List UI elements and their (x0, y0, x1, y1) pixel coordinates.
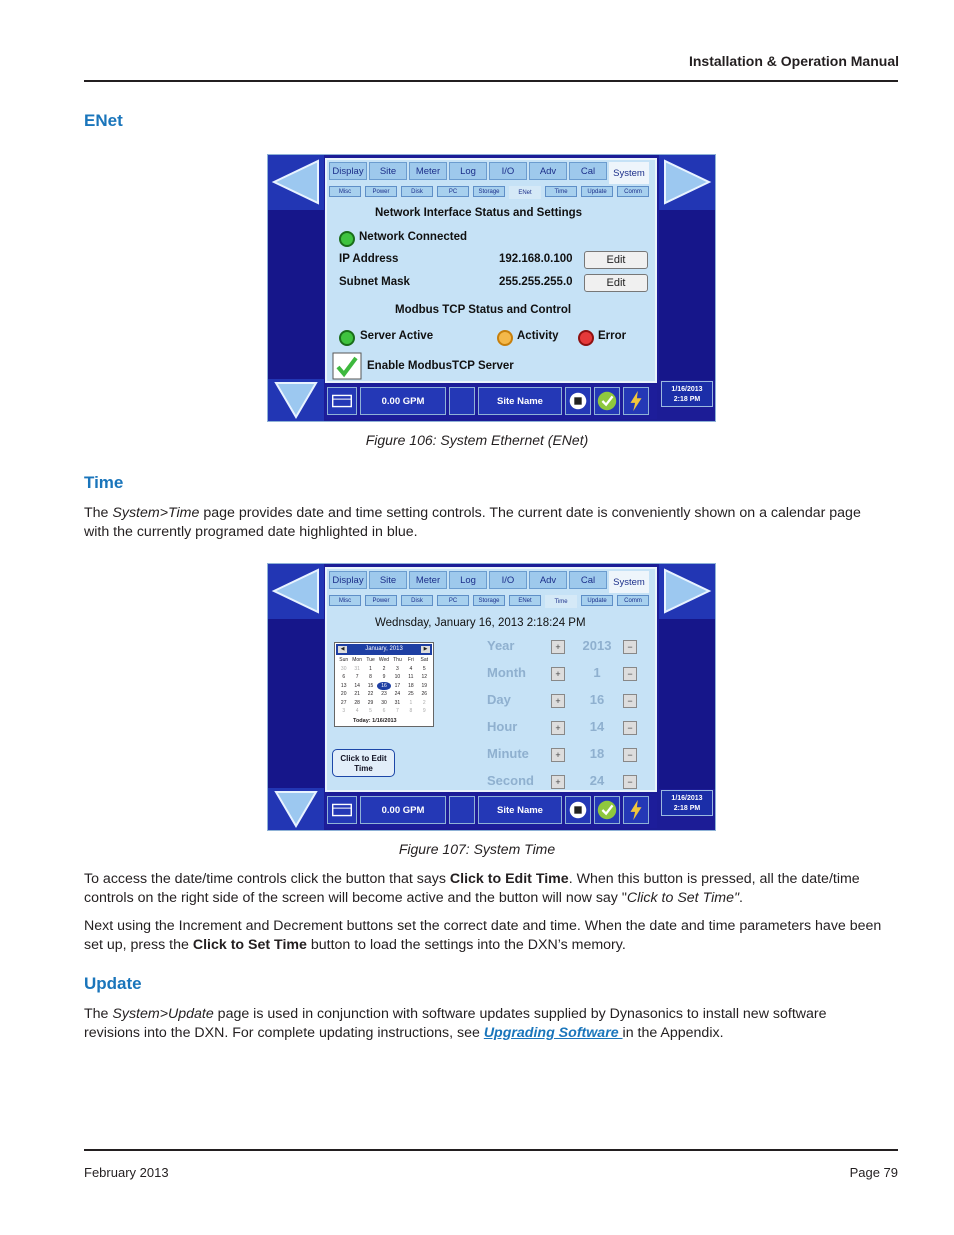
down-arrow-icon[interactable] (268, 788, 324, 830)
tab-cal[interactable]: Cal (569, 571, 607, 589)
calendar-header (336, 644, 432, 655)
calendar-day[interactable]: 1 (409, 699, 413, 706)
modbus-title: Modbus TCP Status and Control (395, 304, 572, 316)
flow-rate-display: 0.00 GPM (360, 387, 446, 415)
subtab-storage[interactable]: Storage (473, 186, 505, 197)
display-mode-icon[interactable] (327, 796, 357, 824)
calendar-weekday: Fri (407, 657, 414, 663)
ok-check-icon[interactable] (594, 387, 620, 415)
increment-icon[interactable]: + (551, 775, 565, 789)
right-side-panel (659, 210, 715, 380)
subtab-comm[interactable]: Comm (617, 595, 649, 606)
stop-icon[interactable] (565, 796, 591, 824)
subtab-update[interactable]: Update (581, 595, 613, 606)
left-arrow-icon[interactable] (268, 155, 324, 210)
calendar-month-label: January, 2013 (365, 646, 403, 652)
power-lightning-icon[interactable] (623, 796, 649, 824)
flow-rate-display: 0.00 GPM (360, 796, 446, 824)
network-connected-indicator-icon (339, 231, 355, 247)
tab-system[interactable]: System (609, 162, 649, 184)
calendar-weekday: Thu (393, 657, 402, 663)
increment-icon[interactable]: + (551, 721, 565, 735)
enet-panel (325, 158, 657, 383)
error-indicator-icon (578, 330, 594, 346)
status-bar (325, 794, 657, 828)
enet-screen (267, 154, 716, 422)
calendar-day[interactable]: 30 (381, 699, 387, 706)
tab-cal[interactable]: Cal (569, 162, 607, 180)
subtab-time[interactable]: Time (545, 595, 577, 608)
edit-mask-button[interactable]: Edit (584, 274, 648, 292)
calendar-prev-icon[interactable]: ◀ (338, 646, 347, 653)
subnet-mask-label: Subnet Mask (339, 276, 410, 288)
tab-adv[interactable]: Adv (529, 571, 567, 589)
error-label: Error (598, 330, 627, 342)
decrement-icon[interactable]: − (623, 640, 637, 654)
increment-icon[interactable]: + (551, 748, 565, 762)
time-field-value: 18 (589, 746, 605, 761)
server-active-indicator-icon (339, 330, 355, 346)
calendar-day[interactable]: 2 (422, 699, 426, 706)
calendar-weekday: Wed (378, 657, 390, 663)
update-paragraph: The System>Update page is used in conjunction with software updates supplied by Dynasonics to install new software revisions into the DXN. For complete updating instructions, see Upgrading Software in the Appendix. (84, 1006, 827, 1041)
calendar-day[interactable]: 3 (396, 665, 399, 672)
calendar-day[interactable]: 30 (340, 665, 347, 672)
decrement-icon[interactable]: − (623, 694, 637, 708)
subnet-mask-value: 255.255.255.0 (499, 276, 573, 288)
edit-ip-button[interactable]: Edit (584, 251, 648, 269)
time-field-value: 16 (589, 692, 605, 707)
calendar-day[interactable]: 29 (367, 699, 374, 706)
footer-date: February 2013 (84, 1165, 169, 1180)
calendar-day[interactable]: 5 (369, 708, 372, 714)
header-rule (84, 80, 898, 82)
time-field-value: 24 (589, 773, 605, 788)
subtab-power[interactable]: Power (365, 186, 397, 197)
ip-address-value: 192.168.0.100 (499, 253, 573, 265)
activity-label: Activity (517, 330, 559, 342)
calendar-next-icon[interactable]: ▶ (421, 646, 430, 653)
right-arrow-icon[interactable] (659, 155, 715, 210)
subtab-power[interactable]: Power (365, 595, 397, 606)
tab-io[interactable]: I/O (489, 571, 527, 589)
calendar-day[interactable]: 31 (354, 665, 360, 672)
calendar-day[interactable]: 3 (342, 708, 346, 714)
tab-display[interactable]: Display (329, 162, 367, 180)
tab-log[interactable]: Log (449, 571, 487, 589)
tab-adv[interactable]: Adv (529, 162, 567, 180)
tab-site[interactable]: Site (369, 162, 407, 180)
calendar-day[interactable]: 7 (396, 708, 399, 714)
time-paragraph-1: The System>Time page provides date and time setting controls. The current date is conveniently shown on a calendar page with the currently programed date highlighted in blue. (84, 505, 861, 540)
datetime-display: 1/16/2013 2:18 PM (661, 790, 713, 816)
time-field-label: Hour (487, 719, 518, 734)
calendar-day[interactable]: 17 (394, 682, 401, 689)
calendar-day[interactable]: 14 (354, 682, 360, 689)
tab-meter[interactable]: Meter (409, 162, 447, 180)
calendar-day[interactable]: 19 (421, 682, 428, 689)
section-heading-time: Time (84, 473, 124, 492)
calendar-day[interactable]: 4 (355, 708, 359, 714)
tab-system[interactable]: System (609, 571, 649, 593)
subtab-storage[interactable]: Storage (473, 595, 505, 606)
increment-icon[interactable]: + (551, 640, 565, 654)
tab-meter[interactable]: Meter (409, 571, 447, 589)
time-field-label: Year (487, 638, 515, 653)
ok-check-icon[interactable] (594, 796, 620, 824)
calendar-day[interactable]: 9 (422, 708, 426, 714)
subtab-disk[interactable]: Disk (401, 595, 433, 606)
calendar-day[interactable]: 5 (422, 665, 426, 672)
tab-site[interactable]: Site (369, 571, 407, 589)
calendar-day[interactable]: 8 (409, 708, 413, 714)
subtab-enet[interactable]: ENet (509, 595, 541, 606)
tab-log[interactable]: Log (449, 162, 487, 180)
click-to-edit-time-button[interactable]: Click to Edit Time (332, 749, 395, 777)
time-field-label: Month (487, 665, 526, 680)
calendar-day[interactable]: 7 (355, 674, 359, 680)
calendar-day[interactable]: 1 (369, 665, 372, 672)
calendar-day[interactable]: 31 (394, 699, 401, 706)
calendar-day[interactable]: 2 (382, 665, 386, 672)
ip-address-label: IP Address (339, 253, 399, 265)
datetime-display: 1/16/2013 2:18 PM (661, 381, 713, 407)
calendar-day[interactable]: 12 (421, 674, 428, 680)
left-side-panel (268, 619, 324, 789)
blank-cell (449, 387, 475, 415)
time-panel (325, 567, 657, 792)
subtab-disk[interactable]: Disk (401, 186, 433, 197)
right-arrow-icon[interactable] (659, 564, 715, 619)
server-active-label: Server Active (360, 330, 434, 342)
time-paragraph-3: Next using the Increment and Decrement buttons set the correct date and time. When the date and time parameters have been set up, press the Click to Set Time button to load the settings into the DXN’s memory. (84, 918, 882, 953)
figure-107-caption: Figure 107: System Time (398, 841, 556, 857)
tab-display[interactable]: Display (329, 571, 367, 589)
footer-rule (84, 1149, 898, 1151)
calendar-day[interactable]: 28 (354, 699, 360, 706)
time-field-value: 1 (593, 665, 601, 680)
increment-icon[interactable]: + (551, 667, 565, 681)
calendar-day[interactable]: 8 (369, 674, 372, 680)
decrement-icon[interactable]: − (623, 667, 637, 681)
activity-indicator-icon (497, 330, 513, 346)
site-name-display: Site Name (478, 796, 562, 824)
increment-icon[interactable]: + (551, 694, 565, 708)
calendar-day[interactable]: 22 (367, 691, 374, 697)
calendar-day[interactable]: 4 (409, 665, 413, 672)
power-lightning-icon[interactable] (623, 387, 649, 415)
blank-cell (449, 796, 475, 824)
time-field-label: Minute (487, 746, 529, 761)
tab-io[interactable]: I/O (489, 162, 527, 180)
subtab-misc[interactable]: Misc (329, 186, 361, 197)
stop-icon[interactable] (565, 387, 591, 415)
calendar-today-label: Today: 1/16/2013 (353, 717, 397, 724)
display-mode-icon[interactable] (327, 387, 357, 415)
calendar-day[interactable]: 21 (354, 691, 360, 697)
calendar-day[interactable]: 23 (381, 691, 387, 697)
calendar-day[interactable]: 20 (340, 691, 347, 697)
calendar-day[interactable]: 25 (408, 691, 414, 697)
site-name-display: Site Name (478, 387, 562, 415)
calendar-day[interactable]: 9 (382, 674, 386, 680)
right-side-panel (659, 619, 715, 789)
calendar-day[interactable]: 6 (382, 708, 386, 714)
down-arrow-icon[interactable] (268, 379, 324, 421)
network-connected-label: Network Connected (359, 231, 467, 243)
subtab-misc[interactable]: Misc (329, 595, 361, 606)
calendar-day[interactable]: 27 (340, 699, 347, 706)
calendar-day[interactable]: 16 (377, 682, 390, 691)
enable-modbus-label: Enable ModbusTCP Server (367, 360, 514, 372)
status-bar (325, 385, 657, 419)
time-field-label: Second (487, 773, 534, 788)
calendar-weekday: Sat (420, 657, 429, 663)
calendar-grid[interactable] (335, 656, 433, 716)
calendar-day[interactable]: 6 (342, 674, 346, 680)
section-heading-update: Update (84, 974, 142, 993)
calendar-day[interactable]: 26 (421, 691, 428, 697)
section-heading-enet: ENet (84, 111, 123, 130)
subtab-time[interactable]: Time (545, 186, 577, 197)
current-datetime-text: Wednsday, January 16, 2013 2:18:24 PM (375, 617, 586, 629)
left-side-panel (268, 210, 324, 380)
calendar-day[interactable]: 18 (408, 682, 414, 689)
footer-page-number: Page 79 (849, 1165, 898, 1180)
time-field-label: Day (487, 692, 511, 707)
subtab-enet[interactable]: ENet (509, 186, 541, 199)
calendar-day[interactable]: 11 (408, 674, 414, 680)
enable-modbus-checkbox-icon[interactable] (332, 352, 362, 380)
figure-106-caption: Figure 106: System Ethernet (ENet) (365, 432, 589, 448)
time-field-value: 2013 (582, 638, 612, 653)
subtab-comm[interactable]: Comm (617, 186, 649, 197)
calendar-weekday: Mon (352, 657, 362, 663)
decrement-icon[interactable]: − (623, 775, 637, 789)
time-field-value: 14 (589, 719, 605, 734)
decrement-icon[interactable]: − (623, 748, 637, 762)
subtab-update[interactable]: Update (581, 186, 613, 197)
calendar-weekday: Sun (339, 657, 349, 663)
calendar-day[interactable]: 24 (394, 691, 401, 697)
subtab-pc[interactable]: PC (437, 595, 469, 606)
left-arrow-icon[interactable] (268, 564, 324, 619)
upgrading-software-link[interactable]: Upgrading Software (483, 1025, 623, 1041)
running-header: Installation & Operation Manual (688, 53, 899, 69)
calendar-day[interactable]: 13 (340, 682, 347, 689)
time-paragraph-2: To access the date/time controls click the button that says Click to Edit Time. When this button is pressed, all the date/time controls on the right side of the screen will become active and the button will now say "Click to Set Time". (84, 871, 860, 906)
network-status-title: Network Interface Status and Settings (375, 207, 583, 219)
calendar-weekday: Tue (366, 657, 375, 663)
time-screen (267, 563, 716, 831)
subtab-pc[interactable]: PC (437, 186, 469, 197)
calendar-day[interactable]: 15 (367, 682, 374, 689)
decrement-icon[interactable]: − (623, 721, 637, 735)
calendar-day[interactable]: 10 (394, 674, 401, 680)
calendar-widget (334, 642, 434, 727)
